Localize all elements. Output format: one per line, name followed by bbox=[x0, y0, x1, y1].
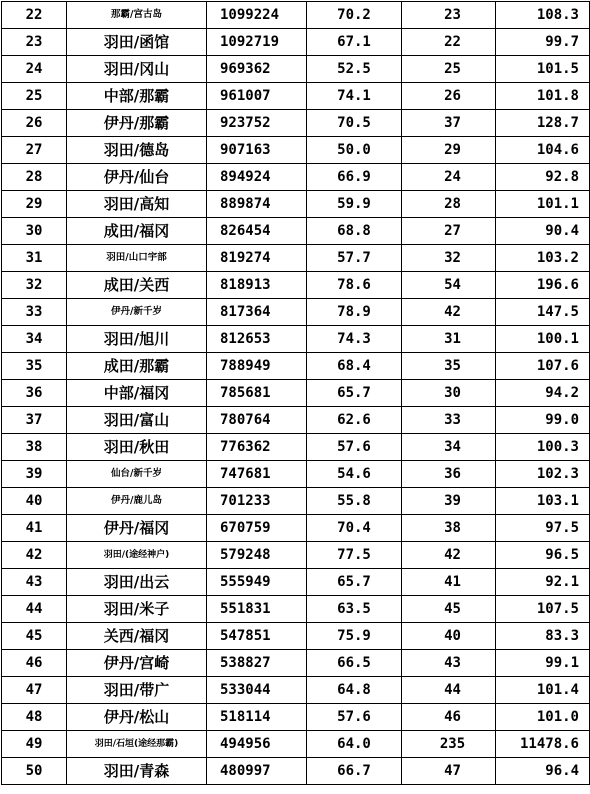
passengers-cell: 518114 bbox=[207, 704, 307, 731]
table-row bbox=[2, 245, 590, 272]
route-cell: 伊丹/那霸 bbox=[67, 110, 207, 137]
load-factor-cell: 74.3 bbox=[307, 326, 402, 353]
load-factor-cell: 57.6 bbox=[307, 704, 402, 731]
yoy-cell: 196.6 bbox=[496, 272, 590, 299]
route-cell: 羽田/秋田 bbox=[67, 434, 207, 461]
yoy-cell: 99.0 bbox=[496, 407, 590, 434]
passengers-cell: 826454 bbox=[207, 218, 307, 245]
rank-cell: 30 bbox=[2, 218, 67, 245]
prev-rank-cell: 37 bbox=[402, 110, 496, 137]
rank-cell: 23 bbox=[2, 29, 67, 56]
route-cell: 成田/那霸 bbox=[67, 353, 207, 380]
load-factor-cell: 67.1 bbox=[307, 29, 402, 56]
prev-rank-cell: 38 bbox=[402, 515, 496, 542]
yoy-cell: 108.3 bbox=[496, 2, 590, 29]
table-row bbox=[2, 731, 590, 758]
table-row bbox=[2, 704, 590, 731]
table-row bbox=[2, 677, 590, 704]
passengers-cell: 818913 bbox=[207, 272, 307, 299]
passengers-cell: 776362 bbox=[207, 434, 307, 461]
route-cell: 羽田/带广 bbox=[67, 677, 207, 704]
rank-cell: 42 bbox=[2, 542, 67, 569]
passengers-cell: 670759 bbox=[207, 515, 307, 542]
passengers-cell: 819274 bbox=[207, 245, 307, 272]
route-cell: 羽田/(途经神户) bbox=[67, 542, 207, 569]
route-cell: 羽田/米子 bbox=[67, 596, 207, 623]
table-row bbox=[2, 299, 590, 326]
yoy-cell: 99.7 bbox=[496, 29, 590, 56]
table-row bbox=[2, 542, 590, 569]
table-row bbox=[2, 569, 590, 596]
table-row bbox=[2, 515, 590, 542]
passengers-cell: 788949 bbox=[207, 353, 307, 380]
table-row bbox=[2, 650, 590, 677]
prev-rank-cell: 31 bbox=[402, 326, 496, 353]
route-cell: 羽田/石垣(途经那霸) bbox=[67, 731, 207, 758]
yoy-cell: 90.4 bbox=[496, 218, 590, 245]
yoy-cell: 94.2 bbox=[496, 380, 590, 407]
yoy-cell: 96.4 bbox=[496, 758, 590, 785]
prev-rank-cell: 43 bbox=[402, 650, 496, 677]
rank-cell: 29 bbox=[2, 191, 67, 218]
load-factor-cell: 75.9 bbox=[307, 623, 402, 650]
passengers-cell: 555949 bbox=[207, 569, 307, 596]
load-factor-cell: 68.4 bbox=[307, 353, 402, 380]
prev-rank-cell: 54 bbox=[402, 272, 496, 299]
prev-rank-cell: 26 bbox=[402, 83, 496, 110]
route-cell: 羽田/富山 bbox=[67, 407, 207, 434]
load-factor-cell: 52.5 bbox=[307, 56, 402, 83]
yoy-cell: 101.1 bbox=[496, 191, 590, 218]
prev-rank-cell: 24 bbox=[402, 164, 496, 191]
rank-cell: 36 bbox=[2, 380, 67, 407]
load-factor-cell: 78.9 bbox=[307, 299, 402, 326]
rank-cell: 26 bbox=[2, 110, 67, 137]
load-factor-cell: 70.4 bbox=[307, 515, 402, 542]
load-factor-cell: 59.9 bbox=[307, 191, 402, 218]
prev-rank-cell: 28 bbox=[402, 191, 496, 218]
load-factor-cell: 63.5 bbox=[307, 596, 402, 623]
yoy-cell: 128.7 bbox=[496, 110, 590, 137]
prev-rank-cell: 23 bbox=[402, 2, 496, 29]
route-cell: 伊丹/新千岁 bbox=[67, 299, 207, 326]
passengers-cell: 551831 bbox=[207, 596, 307, 623]
rank-cell: 33 bbox=[2, 299, 67, 326]
route-cell: 关西/福冈 bbox=[67, 623, 207, 650]
prev-rank-cell: 39 bbox=[402, 488, 496, 515]
yoy-cell: 103.1 bbox=[496, 488, 590, 515]
route-cell: 羽田/青森 bbox=[67, 758, 207, 785]
rank-cell: 34 bbox=[2, 326, 67, 353]
route-cell: 伊丹/宫崎 bbox=[67, 650, 207, 677]
passengers-cell: 812653 bbox=[207, 326, 307, 353]
prev-rank-cell: 41 bbox=[402, 569, 496, 596]
rank-cell: 47 bbox=[2, 677, 67, 704]
table-row bbox=[2, 164, 590, 191]
passengers-cell: 533044 bbox=[207, 677, 307, 704]
load-factor-cell: 64.8 bbox=[307, 677, 402, 704]
route-cell: 伊丹/仙台 bbox=[67, 164, 207, 191]
table-row bbox=[2, 596, 590, 623]
yoy-cell: 92.8 bbox=[496, 164, 590, 191]
passengers-cell: 817364 bbox=[207, 299, 307, 326]
yoy-cell: 92.1 bbox=[496, 569, 590, 596]
load-factor-cell: 62.6 bbox=[307, 407, 402, 434]
rank-cell: 44 bbox=[2, 596, 67, 623]
yoy-cell: 11478.6 bbox=[496, 731, 590, 758]
rank-cell: 49 bbox=[2, 731, 67, 758]
passengers-cell: 494956 bbox=[207, 731, 307, 758]
prev-rank-cell: 44 bbox=[402, 677, 496, 704]
prev-rank-cell: 29 bbox=[402, 137, 496, 164]
passengers-cell: 480997 bbox=[207, 758, 307, 785]
rank-cell: 35 bbox=[2, 353, 67, 380]
route-cell: 伊丹/松山 bbox=[67, 704, 207, 731]
yoy-cell: 83.3 bbox=[496, 623, 590, 650]
load-factor-cell: 68.8 bbox=[307, 218, 402, 245]
load-factor-cell: 70.2 bbox=[307, 2, 402, 29]
yoy-cell: 100.3 bbox=[496, 434, 590, 461]
route-ranking-table bbox=[1, 1, 590, 785]
yoy-cell: 107.6 bbox=[496, 353, 590, 380]
table-row bbox=[2, 272, 590, 299]
rank-cell: 38 bbox=[2, 434, 67, 461]
route-cell: 成田/关西 bbox=[67, 272, 207, 299]
rank-cell: 46 bbox=[2, 650, 67, 677]
table-row bbox=[2, 2, 590, 29]
rank-cell: 28 bbox=[2, 164, 67, 191]
yoy-cell: 99.1 bbox=[496, 650, 590, 677]
route-cell: 羽田/冈山 bbox=[67, 56, 207, 83]
load-factor-cell: 65.7 bbox=[307, 380, 402, 407]
prev-rank-cell: 235 bbox=[402, 731, 496, 758]
route-cell: 仙台/新千岁 bbox=[67, 461, 207, 488]
load-factor-cell: 66.7 bbox=[307, 758, 402, 785]
load-factor-cell: 54.6 bbox=[307, 461, 402, 488]
passengers-cell: 785681 bbox=[207, 380, 307, 407]
rank-cell: 39 bbox=[2, 461, 67, 488]
prev-rank-cell: 32 bbox=[402, 245, 496, 272]
yoy-cell: 96.5 bbox=[496, 542, 590, 569]
passengers-cell: 701233 bbox=[207, 488, 307, 515]
prev-rank-cell: 30 bbox=[402, 380, 496, 407]
prev-rank-cell: 25 bbox=[402, 56, 496, 83]
table-row bbox=[2, 434, 590, 461]
table-row bbox=[2, 110, 590, 137]
rank-cell: 43 bbox=[2, 569, 67, 596]
route-cell: 成田/福冈 bbox=[67, 218, 207, 245]
yoy-cell: 104.6 bbox=[496, 137, 590, 164]
table-row bbox=[2, 218, 590, 245]
table-row bbox=[2, 488, 590, 515]
table-row bbox=[2, 758, 590, 785]
route-cell: 中部/那霸 bbox=[67, 83, 207, 110]
prev-rank-cell: 22 bbox=[402, 29, 496, 56]
route-cell: 伊丹/福冈 bbox=[67, 515, 207, 542]
load-factor-cell: 55.8 bbox=[307, 488, 402, 515]
route-cell: 羽田/旭川 bbox=[67, 326, 207, 353]
table-row bbox=[2, 353, 590, 380]
table-row bbox=[2, 137, 590, 164]
table-row bbox=[2, 56, 590, 83]
rank-cell: 31 bbox=[2, 245, 67, 272]
rank-cell: 24 bbox=[2, 56, 67, 83]
passengers-cell: 1099224 bbox=[207, 2, 307, 29]
table-row bbox=[2, 191, 590, 218]
route-cell: 那霸/宫古岛 bbox=[67, 2, 207, 29]
passengers-cell: 538827 bbox=[207, 650, 307, 677]
passengers-cell: 961007 bbox=[207, 83, 307, 110]
yoy-cell: 101.5 bbox=[496, 56, 590, 83]
rank-cell: 50 bbox=[2, 758, 67, 785]
yoy-cell: 100.1 bbox=[496, 326, 590, 353]
prev-rank-cell: 36 bbox=[402, 461, 496, 488]
yoy-cell: 103.2 bbox=[496, 245, 590, 272]
route-cell: 羽田/出云 bbox=[67, 569, 207, 596]
prev-rank-cell: 33 bbox=[402, 407, 496, 434]
rank-cell: 41 bbox=[2, 515, 67, 542]
table-row bbox=[2, 461, 590, 488]
load-factor-cell: 57.7 bbox=[307, 245, 402, 272]
prev-rank-cell: 35 bbox=[402, 353, 496, 380]
route-cell: 羽田/德岛 bbox=[67, 137, 207, 164]
route-cell: 羽田/高知 bbox=[67, 191, 207, 218]
prev-rank-cell: 42 bbox=[402, 299, 496, 326]
load-factor-cell: 50.0 bbox=[307, 137, 402, 164]
yoy-cell: 101.4 bbox=[496, 677, 590, 704]
table-row bbox=[2, 407, 590, 434]
passengers-cell: 894924 bbox=[207, 164, 307, 191]
route-cell: 中部/福冈 bbox=[67, 380, 207, 407]
yoy-cell: 101.0 bbox=[496, 704, 590, 731]
load-factor-cell: 66.9 bbox=[307, 164, 402, 191]
prev-rank-cell: 34 bbox=[402, 434, 496, 461]
route-cell: 羽田/山口宇部 bbox=[67, 245, 207, 272]
rank-cell: 37 bbox=[2, 407, 67, 434]
table-row bbox=[2, 83, 590, 110]
passengers-cell: 969362 bbox=[207, 56, 307, 83]
load-factor-cell: 78.6 bbox=[307, 272, 402, 299]
yoy-cell: 97.5 bbox=[496, 515, 590, 542]
table-row bbox=[2, 380, 590, 407]
table-row bbox=[2, 623, 590, 650]
passengers-cell: 579248 bbox=[207, 542, 307, 569]
route-cell: 伊丹/鹿儿岛 bbox=[67, 488, 207, 515]
passengers-cell: 889874 bbox=[207, 191, 307, 218]
yoy-cell: 102.3 bbox=[496, 461, 590, 488]
load-factor-cell: 64.0 bbox=[307, 731, 402, 758]
load-factor-cell: 77.5 bbox=[307, 542, 402, 569]
table-body bbox=[2, 2, 590, 785]
load-factor-cell: 65.7 bbox=[307, 569, 402, 596]
prev-rank-cell: 47 bbox=[402, 758, 496, 785]
passengers-cell: 747681 bbox=[207, 461, 307, 488]
prev-rank-cell: 45 bbox=[402, 596, 496, 623]
yoy-cell: 101.8 bbox=[496, 83, 590, 110]
passengers-cell: 780764 bbox=[207, 407, 307, 434]
rank-cell: 48 bbox=[2, 704, 67, 731]
load-factor-cell: 66.5 bbox=[307, 650, 402, 677]
passengers-cell: 1092719 bbox=[207, 29, 307, 56]
rank-cell: 40 bbox=[2, 488, 67, 515]
rank-cell: 45 bbox=[2, 623, 67, 650]
yoy-cell: 147.5 bbox=[496, 299, 590, 326]
prev-rank-cell: 42 bbox=[402, 542, 496, 569]
rank-cell: 22 bbox=[2, 2, 67, 29]
prev-rank-cell: 46 bbox=[402, 704, 496, 731]
passengers-cell: 923752 bbox=[207, 110, 307, 137]
table-row bbox=[2, 29, 590, 56]
yoy-cell: 107.5 bbox=[496, 596, 590, 623]
load-factor-cell: 74.1 bbox=[307, 83, 402, 110]
table-row bbox=[2, 326, 590, 353]
rank-cell: 27 bbox=[2, 137, 67, 164]
passengers-cell: 907163 bbox=[207, 137, 307, 164]
load-factor-cell: 57.6 bbox=[307, 434, 402, 461]
rank-cell: 32 bbox=[2, 272, 67, 299]
prev-rank-cell: 40 bbox=[402, 623, 496, 650]
load-factor-cell: 70.5 bbox=[307, 110, 402, 137]
prev-rank-cell: 27 bbox=[402, 218, 496, 245]
passengers-cell: 547851 bbox=[207, 623, 307, 650]
rank-cell: 25 bbox=[2, 83, 67, 110]
route-cell: 羽田/函馆 bbox=[67, 29, 207, 56]
